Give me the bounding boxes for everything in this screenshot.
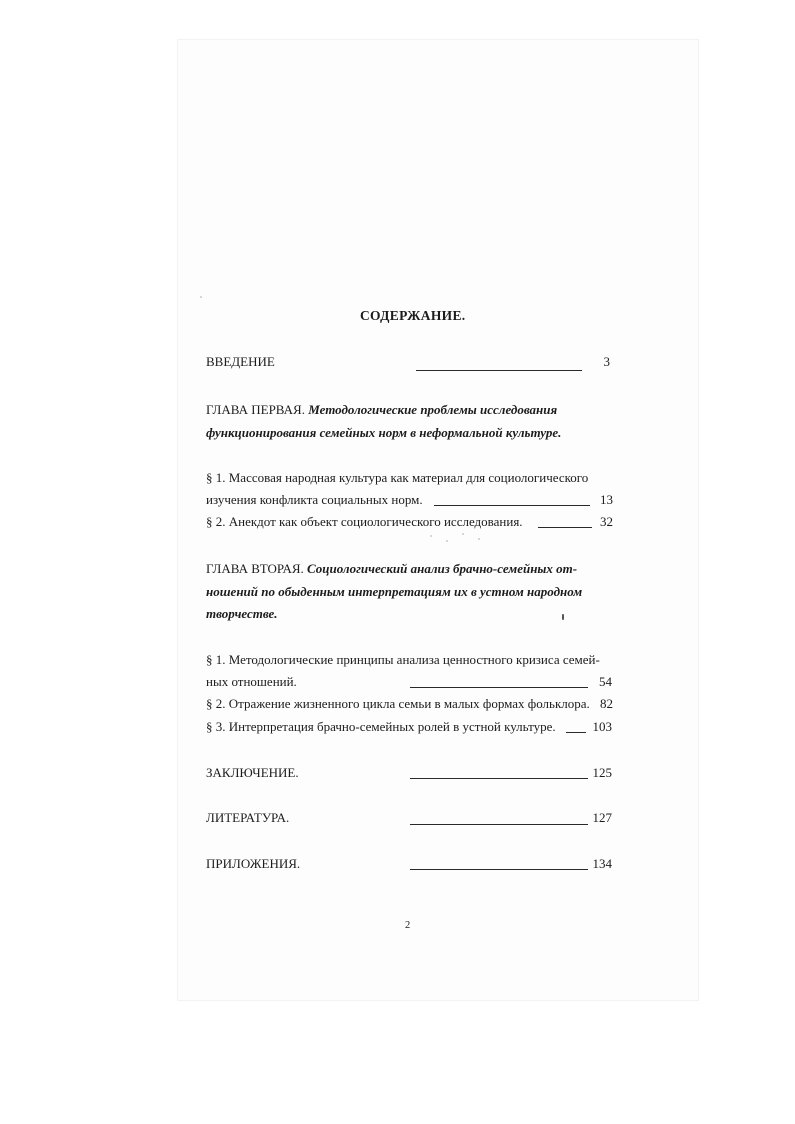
- chapter2-title-line2: ношений по обыденным интерпретациям их в устном народном: [206, 584, 583, 599]
- toc-intro-label: ВВЕДЕНИЕ: [206, 354, 275, 369]
- scan-speck: [430, 535, 432, 537]
- ch1-sec1-line1: § 1. Массовая народная культура как материал для социологического: [206, 470, 589, 485]
- toc-intro-page: 3: [603, 354, 610, 369]
- scan-speck: [200, 296, 202, 298]
- toc-conclusion-label: ЗАКЛЮЧЕНИЕ.: [206, 765, 299, 780]
- ch1-sec2-line1: § 2. Анекдот как объект социологического исследования.: [206, 514, 523, 529]
- dot-leader: [410, 869, 588, 870]
- ch2-sec1-page: 54: [599, 674, 612, 689]
- dot-leader: [410, 687, 588, 688]
- ch1-sec1-line2: изучения конфликта социальных норм.: [206, 492, 423, 507]
- dot-leader: [434, 505, 590, 506]
- chapter2-title-line3: творчестве.: [206, 606, 278, 621]
- chapter1-prefix: ГЛАВА ПЕРВАЯ.: [206, 402, 305, 417]
- scan-speck: [446, 540, 448, 542]
- ch2-sec2-page: 82: [600, 696, 613, 711]
- dot-leader: [410, 824, 588, 825]
- dot-leader: [410, 778, 588, 779]
- chapter2-prefix: ГЛАВА ВТОРАЯ.: [206, 561, 304, 576]
- ch2-sec2-line1: § 2. Отражение жизненного цикла семьи в малых формах фольклора.: [206, 696, 590, 711]
- chapter2-title-line1: [206, 561, 577, 577]
- ch1-sec1-page: 13: [600, 492, 613, 507]
- scan-speck: [462, 533, 464, 535]
- ch2-sec3-page: 103: [592, 719, 612, 734]
- ch2-sec3-line1: § 3. Интерпретация брачно-семейных ролей в устной культуре.: [206, 719, 556, 734]
- toc-appendices-page: 134: [592, 856, 612, 871]
- toc-literature-label: ЛИТЕРАТУРА.: [206, 810, 290, 825]
- scan-speck: [562, 614, 564, 620]
- chapter1-title-part1: Методологические проблемы исследования: [308, 402, 558, 417]
- dot-leader: [416, 370, 582, 371]
- toc-appendices-label: ПРИЛОЖЕНИЯ.: [206, 856, 301, 871]
- toc-conclusion-page: 125: [592, 765, 612, 780]
- scan-speck: [478, 538, 480, 540]
- toc-heading: СОДЕРЖАНИЕ.: [360, 308, 466, 323]
- chapter1-title-line2: функционирования семейных норм в неформальной культуре.: [206, 425, 562, 440]
- ch2-sec1-line2: ных отношений.: [206, 674, 297, 689]
- ch2-sec1-line1: § 1. Методологические принципы анализа ценностного кризиса семей-: [206, 652, 600, 667]
- toc-literature-page: 127: [592, 810, 612, 825]
- chapter2-title-part1: Социологический анализ брачно-семейных от-: [307, 561, 578, 576]
- chapter1-title-line1: [206, 402, 557, 418]
- ch1-sec2-page: 32: [600, 514, 613, 529]
- page-number: 2: [405, 920, 411, 931]
